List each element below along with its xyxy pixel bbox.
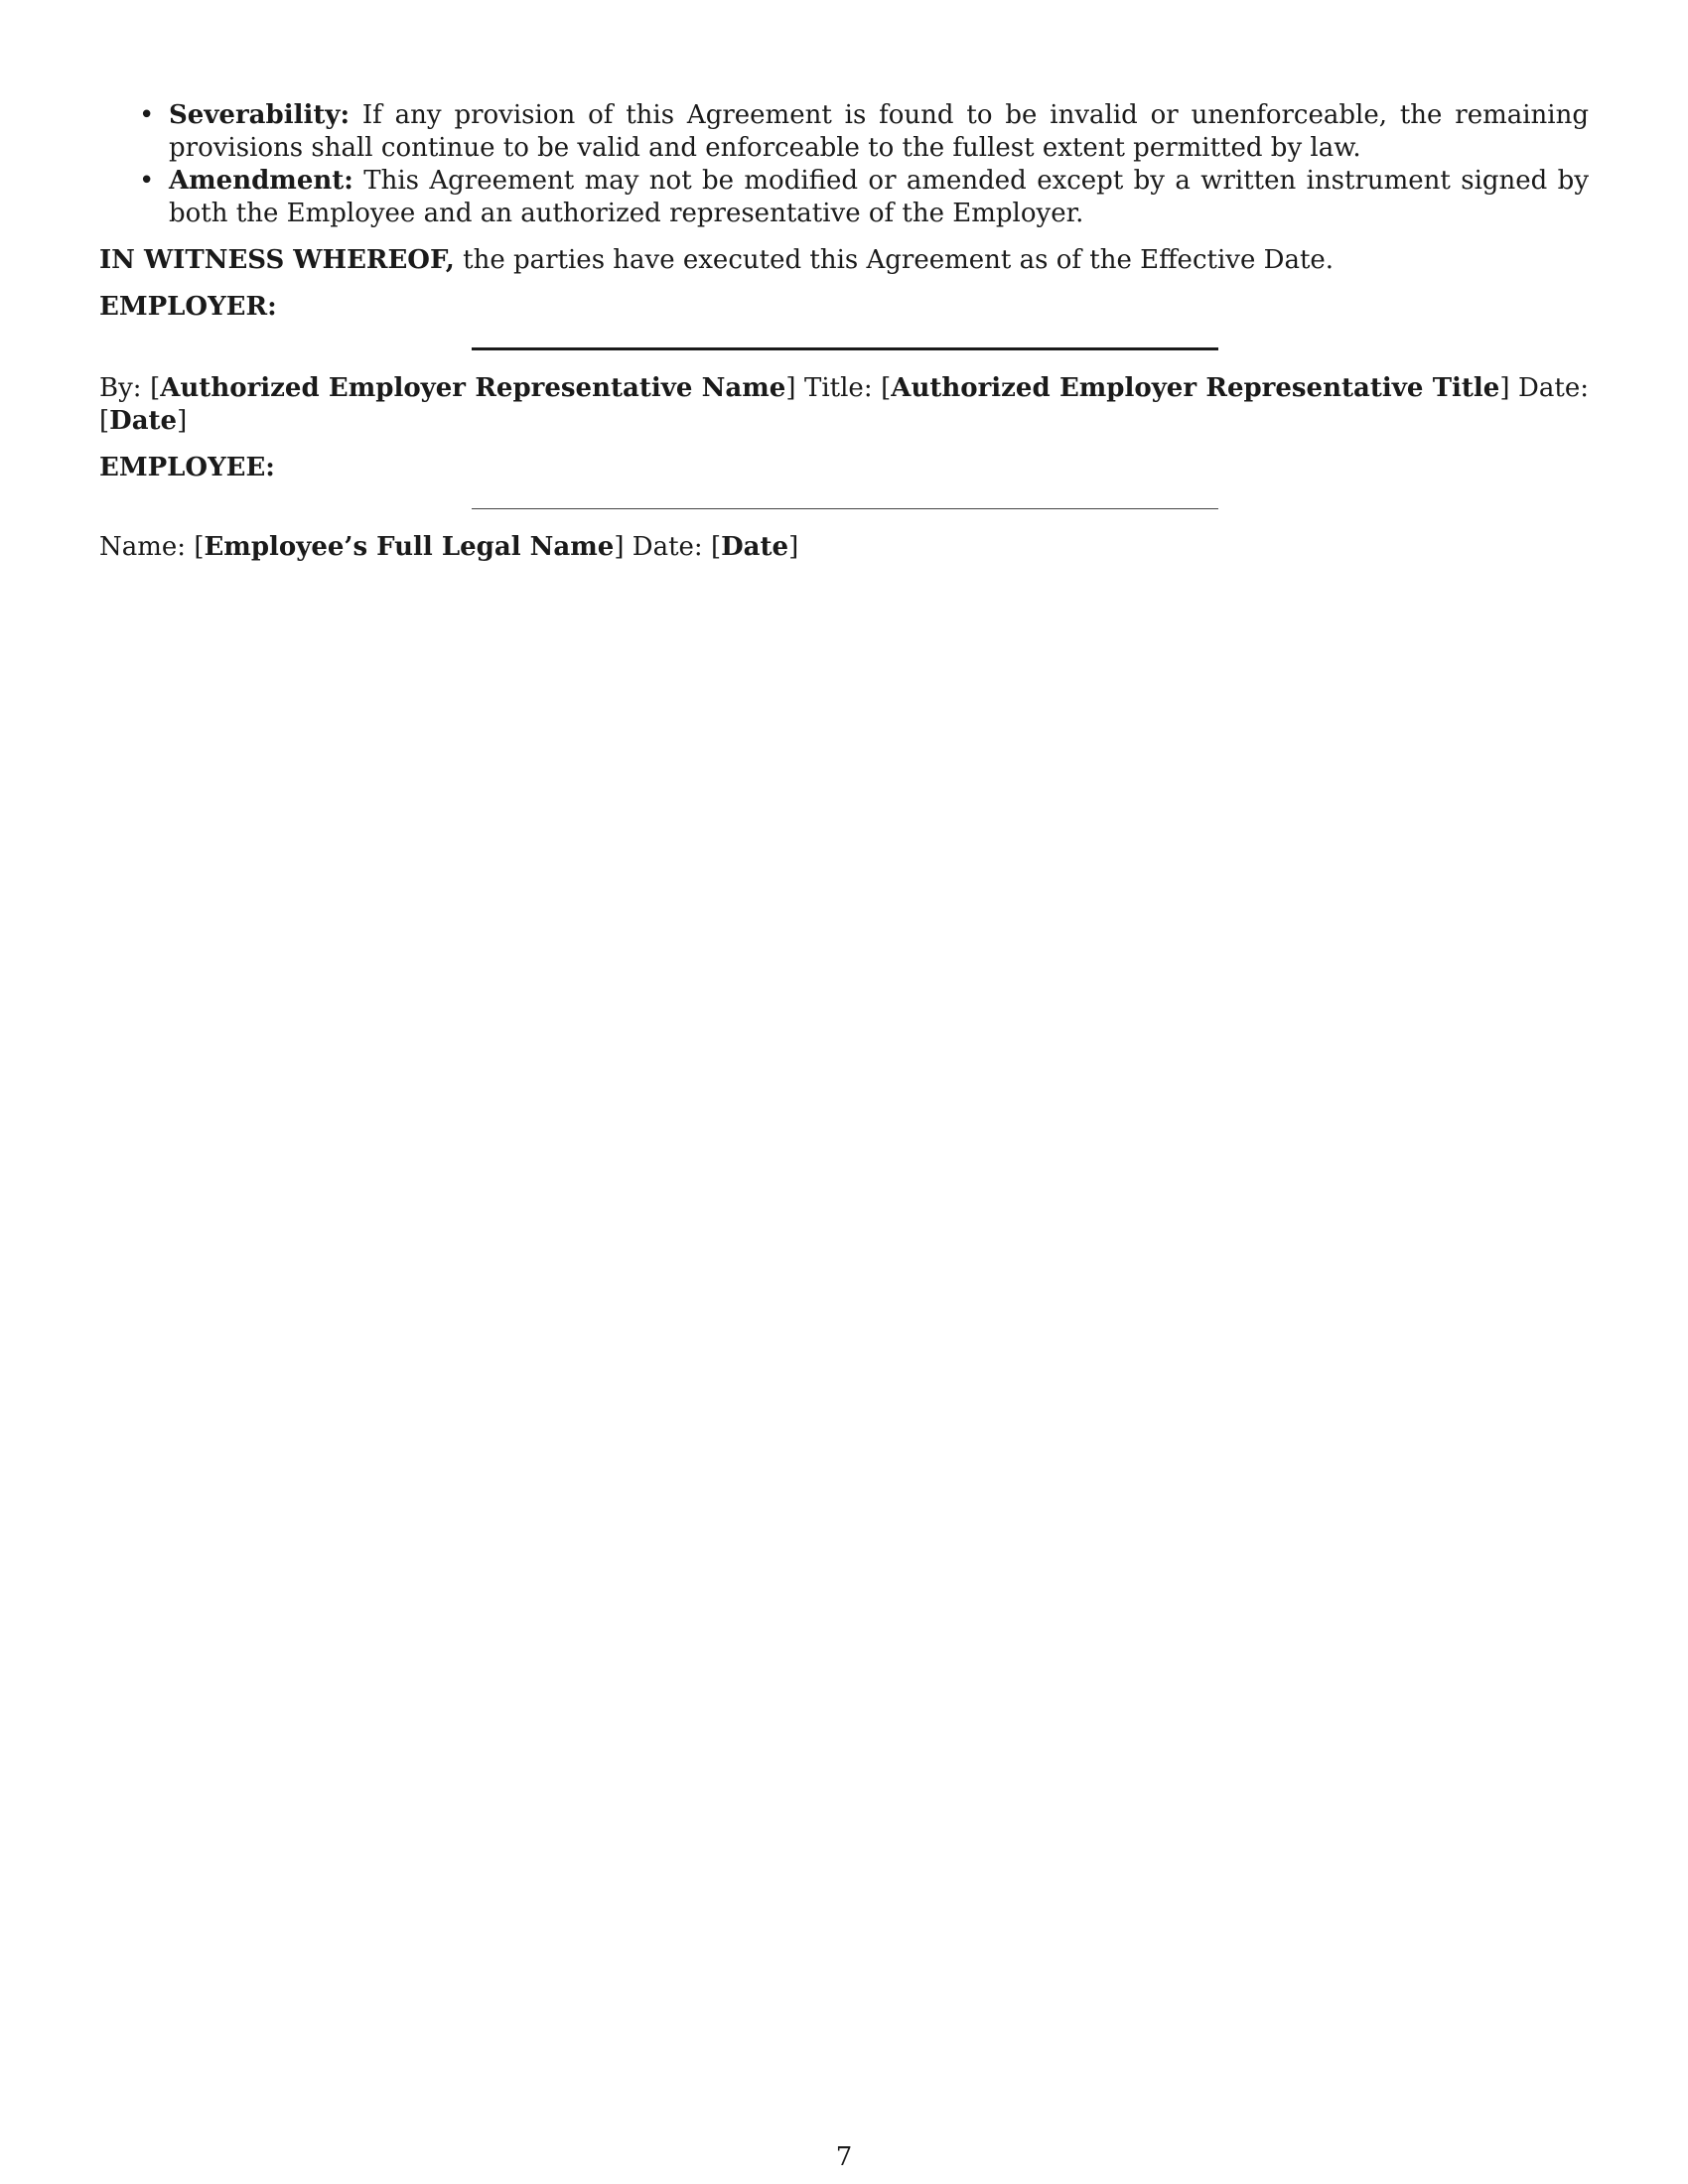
clause-severability — [99, 99, 1589, 165]
employer-signature-line[interactable] — [472, 347, 1218, 350]
employer-date-label: Date: — [1518, 373, 1589, 403]
employer-name-placeholder[interactable]: Authorized Employer Representative Name — [160, 373, 786, 403]
employee-name-placeholder[interactable]: Employee’s Full Legal Name — [204, 532, 615, 562]
clause-term: Severability: — [169, 100, 351, 130]
bullet-icon: • — [139, 166, 155, 196]
employer-label: EMPLOYER: — [99, 292, 277, 322]
employee-signature-details: Name: [Employee’s Full Legal Name] Date: [Date] — [99, 532, 799, 562]
bullet-icon: • — [139, 100, 155, 130]
document-page — [99, 99, 1589, 564]
employer-title-placeholder[interactable]: Authorized Employer Representative Title — [891, 373, 1500, 403]
employee-name-label: Name: — [99, 532, 187, 562]
clause-text: This Agreement may not be modified or amended except by a written instrument signed by both the Employee and an authorized representative of the Employer. — [169, 166, 1590, 228]
clause-term: Amendment: — [169, 166, 353, 196]
employee-date-label: Date: — [632, 532, 703, 562]
employer-signature-details: By: [Authorized Employer Representative Name] Title: [Authorized Employer Representative Title] Date: [Date] — [99, 373, 1589, 436]
page-number: 7 — [835, 2142, 853, 2172]
witness-lead: IN WITNESS WHEREOF, — [99, 245, 455, 275]
clause-amendment — [99, 165, 1589, 230]
employee-date-placeholder[interactable]: Date — [721, 532, 789, 562]
clause-text: If any provision of this Agreement is found to be invalid or unenforceable, the remaining provisions shall continue to be valid and enforceable to the fullest extent permitted by law. — [169, 100, 1590, 163]
employee-signature-line[interactable] — [472, 508, 1218, 509]
clause-list — [99, 99, 1589, 230]
employee-label: EMPLOYEE: — [99, 453, 275, 482]
witness-text: the parties have executed this Agreement as of the Effective Date. — [463, 245, 1335, 275]
employer-date-placeholder[interactable]: Date — [109, 406, 178, 436]
employer-by-label: By: — [99, 373, 142, 403]
witness-statement — [99, 244, 1589, 277]
employer-title-label: Title: — [804, 373, 873, 403]
